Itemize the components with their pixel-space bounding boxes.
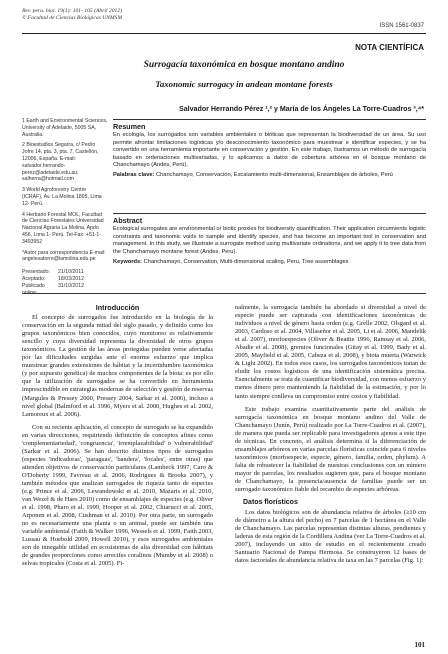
date-row: Aceptado: 18/03/2012 [22,275,84,282]
journal-reference [22,8,242,22]
body-column-left [22,304,213,574]
date-row: Presentado: 21/10/2011 [22,269,84,276]
datos-floristicos-heading: Datos florísticos [243,499,298,507]
resumen-heading: Resumen [113,122,146,131]
keywords-text: Chanchamayo, Conservation, Multi-dimensional scaling, Peru, Tree assemblages [143,259,349,266]
journal-publisher: © Facultad de Ciencias Biológicas UNMSM [22,15,123,21]
paragraph: Este trabajo examina cuantitativamente parte del análisis de surrogacía taxonómica en bosque montano andino del Valle de Chanchamayo (Junín, Perú) realizado por La Torre-Cuadros et al. (2007), de manera que pueda ser replicable para investigadores ajenos a este tipo de técnicas. En concreto, el análisis determina si la diferenciación de ensamblajes arbóreos en varias parcelas florísticas coincide para 6 niveles taxonómicos (morfoespecie, especie, género, familia, orden, phylum). A falta de robustecer la fiabilidad de nuestras conclusiones con un número mayor de parcelas, los resultados sugieren que, para el bosque montano de Chanchamayo, la presencia/ausencia de familias puede ser un surrogado taxonómico fiable del recambio de especies arbóreas. [235,405,426,494]
title-spanish: Surrogacía taxonómica en bosque montano andino [143,60,345,70]
affiliation: 2 Bioestudios Segarra, c/ Pedro Jofre 14, pta. 3, pta. 7, Castellón, 12006, España. E-mail: salvador.herrando-perez@adelaide.edu.au; salherra@hotmail.com [22,142,99,183]
header-rule [22,33,426,34]
paragraph: Con su reciente aplicación, el concepto de surrogado se ha expandido en varias direcciones, requiriendo definición de conceptos afines como 'complementariedad', 'congruencia', 'irremplazabilidad' o 'vulnerabilidad' (Sarkar et al. 2006). Se han descrito distintos tipos de surrogados (especies 'indicadoras', 'paraguas', 'bandera', 'focales', entre otras) que atienden objetivos de conservación particulares (Lambeck 1997, Caro & O'Doherty 1999, Favreau et al. 2006, Rodrigues & Brooks 2007), y también métodos que analizan surrogados de riqueza tanto de especies (e.g. Prince et al. 2006, Lewandowski et al. 2010, Mazaris et al. 2010, van Wezel & de Haes 2010) como de ensamblajes de especies (e.g. Oliver et al. 1998, Pharo et al. 1999, Hooper et al. 2002, Chiarucci et al. 2005, Arponen et al. 2008, Cushman et al. 2010). Por otra parte, un surrogado no es necesariamente una planta o un animal, puede ser también una variable ambiental (Faith & Walker 1996, Wessels et al. 1999, Faith 2003, Lussau & Hoebold 2009, Howell 2010), y esos surrogados ambientales son de innegable utilidad en ecosistemas de alta diversidad con hábitats de grandes proporciones como arrecifes coralinos (Mumby et al. 2008) o selvas tropicales (Costa et al. 2005). Fi- [22,423,213,568]
abstract-end-rule [22,293,426,294]
affiliation: 4 Herbario Forestal MOL, Facultad de Ciencias Forestales Universidad Nacional Agraria La Molina, Apdo 456, Lima 1- Perú. Tel-Fax: +51-1-3493952 [22,211,104,245]
title-english: Taxonomic surrogacy in andean montane forests [155,79,333,89]
palabras-clave-text: Chanchamayo, Conservación, Escalamiento multi-dimensional, Ensamblajes de árboles, Perú [156,172,393,179]
keywords-label: Keywords: [113,259,143,266]
keywords [113,259,426,266]
abstract-box [113,213,426,266]
date-row: Publicado online: 31/10/2012 [22,282,84,296]
abstract-heading: Abstract [113,216,143,225]
resumen-text: En ecología, los surrogados son variables ambientales o bióticas que representan la biodiversidad de un área. Su uso permite afrontar limitaciones logísticas y/o desconocimiento taxonómico para muestrear e identificar especies, y se ha convertido en una herramienta importante en conservación y gestión. En este trabajo, ilustramos un método de surrogacía basado en ordenaciones multivariadas, y lo aplicamos a datos de cobertura arbórea en el bosque montano de Chanchamayo (Andes, Perú). [113,132,426,169]
palabras-clave-label: Palabras clave: [113,172,155,179]
introduccion-heading: Introducción [95,303,140,312]
section-tag: NOTA CIENTÍFICA [355,43,424,52]
corresponding-author: *Autor para correspondencia E-mail: angelesatorre@lamolina.edu.pe [22,249,106,263]
body-column-right [235,304,426,570]
palabras-clave [113,172,426,179]
affiliation: 3 World Agroforestry Centre (ICRAF), Av. La Molina 1895, Lima 12- Perú. [22,187,102,207]
resumen-box [113,119,426,180]
authors: Salvador Herrando Pérez ¹,² y María de los Ángeles La Torre-Cuadros ³,⁴* [178,105,424,113]
issn: ISSN 1561-0837 [379,23,424,29]
paragraph: Los datos biológicos son de abundancia relativa de árboles (≥10 cm de diámetro a la altura del pecho) en 7 parcelas de 1 hectárea en el Valle de Chanchamayo. Las parcelas representan distintas alturas, pendientes y laderas de esta región de la Cordillera Andina (ver La Torre-Cuadros et al. 2007), incluyendo un sitio de estudio en el recientemente creado Santuario Nacional de Pampa Hermosa. Se construyeron 12 bases de datos factoriales de abundancia relativa de taxa en las 7 parcelas (Fig. 1): [235,509,426,565]
paragraph: nalmente, la surrogacía también ha abordado si diversidad a nivel de especie puede ser capturada con identificaciones taxonómicas de individuos a nivel de género hasta orden (e.g. Grelle 2002, Olsgard et al. 2003, Cardoso et al. 2004, Villaseñor et al. 2005, Li et al. 2006, Mandelik et al. 2007), morfoespecies (Oliver & Beattie 1996, Ramsay et al. 2006, Abadie et al. 2008), gremios funcionales (Gitay et al. 1999, Bady et al. 2005, Mayfield et al. 2005, Cabeza et al. 2008), y biota muerta (Warwick & Light 2002). En todos esos casos, los surrogados taxonómicos tratan de eludir los costos logísticos de una identificación sistemática precisa. Esencialmente se trata de cuantificar biodiversidad, con menos esfuerzo y menos dinero pero manteniendo la fiabilidad de la estimación, y por lo tanto siempre conlleva un compromiso entre costos y fiabilidad. [235,304,426,400]
affiliation: 1 Earth and Environmental Sciences, University of Adelaide, 5005 SA, Australia. [22,118,108,138]
paragraph: El concepto de surrogados fue introducido en la biología de la conservación en la segunda mitad del siglo pasado, y definido como los grupos taxonómicos bien conocidos, cuyo monitoreo es relativamente sencillo y cuya diversidad representa la diversidad de otros grupos taxonómicos. La gestión de las áreas protegidas pueden verse afectadas por las dificultades surgidas ante el enorme esfuerzo que implica muestrear grandes extensiones de hábitat y la incertidumbre taxonómica (y por supuesto genética) de muchos componentes de la biota: es por ello que la utilización de surrogados se ha convertido en herramienta imprescindible en estrategias modernas de selección y gestión de reservas (Margules & Pressey 2000, Pressey 2004, Sarkar et al. 2006), incluso a nivel global (Balmford et al. 1996, Myers et al. 2000, Hughes et al. 2002, Lamoreux et al. 2006). [22,314,213,418]
abstract-text: Ecological surrogates are environmental or biotic proxies for biodiversity quantification. Their application circumvents logistic constraints and taxonomic voids to sample and identify species, and has become an important tool in conservation and management. In this study, we illustrate a surrogate method using multivariate ordinations, and we apply it to tree data from the Chanchamayo montane forest (Andes, Peru). [113,226,426,255]
affiliations [22,118,108,296]
journal-citation: Rev. peru. biol. 19(1): 101- 105 (Abril 2012) [22,8,122,14]
page-number: 101 [414,641,425,649]
